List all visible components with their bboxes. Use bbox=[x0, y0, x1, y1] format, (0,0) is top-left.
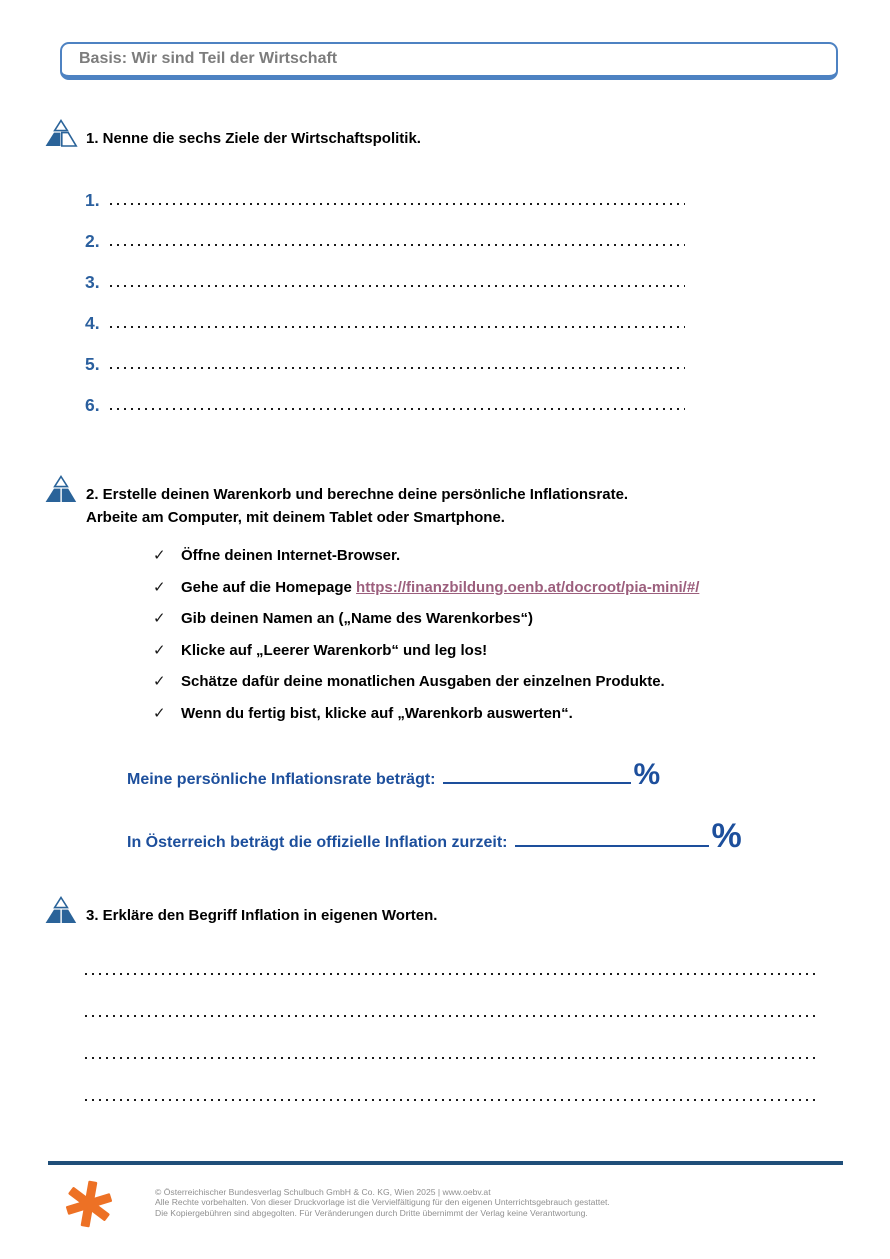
numbered-answer-line bbox=[85, 168, 685, 209]
step-text: Klicke auf „Leerer Warenkorb“ und leg los! bbox=[181, 641, 488, 659]
task-2-heading-line-1: 2. Erstelle deinen Warenkorb und berechne deine persönliche Inflationsrate. bbox=[86, 486, 629, 503]
checkmark-icon: ✓ bbox=[153, 673, 166, 690]
percent-sign: % bbox=[633, 758, 661, 791]
checkmark-icon: ✓ bbox=[153, 610, 166, 627]
line-number: 5. bbox=[85, 353, 100, 374]
step-text: Schätze dafür deine monatlichen Ausgaben der einzelnen Produkte. bbox=[181, 673, 665, 690]
checklist-item bbox=[153, 577, 813, 599]
dotted-writing-line bbox=[110, 203, 685, 205]
answer-dotted-line bbox=[85, 1059, 815, 1101]
checklist-item bbox=[153, 703, 813, 725]
line-number: 1. bbox=[85, 189, 100, 210]
dotted-writing-line bbox=[85, 1099, 815, 1101]
step-text-before-link: Gehe auf die Homepage bbox=[181, 578, 357, 596]
difficulty-pyramid-icon bbox=[44, 896, 78, 925]
task-3-heading: 3. Erkläre den Begriff Inflation in eigenen Worten. bbox=[86, 907, 438, 924]
checklist-item bbox=[153, 640, 813, 662]
answer-dotted-line bbox=[85, 975, 815, 1017]
dotted-writing-line bbox=[110, 367, 685, 369]
checkmark-icon: ✓ bbox=[153, 578, 166, 596]
official-inflation-label: In Österreich beträgt die offizielle Inflation zurzeit: bbox=[127, 834, 508, 851]
dotted-writing-line bbox=[85, 1057, 815, 1059]
footer-fees-line: Die Kopiergebühren sind abgegolten. Für Veränderungen durch Dritte übernimmt der Verlag keine Verantwortung. bbox=[155, 1207, 588, 1218]
step-text bbox=[181, 577, 699, 599]
footer-copyright-line: © Österreichischer Bundesverlag Schulbuch GmbH & Co. KG, Wien 2025 | www.oebv.at bbox=[155, 1187, 491, 1197]
numbered-answer-line bbox=[85, 332, 685, 373]
personal-inflation-blank bbox=[443, 779, 631, 784]
checklist-item bbox=[153, 608, 813, 630]
homepage-link[interactable]: https://finanzbildung.oenb.at/docroot/pia-mini/#/ bbox=[356, 578, 700, 596]
footer-imprint bbox=[155, 1187, 715, 1218]
line-number: 3. bbox=[85, 271, 100, 292]
numbered-answer-line bbox=[85, 250, 685, 291]
dotted-writing-line bbox=[85, 1015, 815, 1017]
task-2-heading-line-2: Arbeite am Computer, mit deinem Tablet oder Smartphone. bbox=[86, 509, 505, 526]
dotted-writing-line bbox=[110, 244, 685, 246]
footer-divider bbox=[48, 1161, 843, 1165]
difficulty-pyramid-icon bbox=[44, 475, 78, 504]
official-inflation-result-line bbox=[127, 817, 742, 855]
personal-inflation-label: Meine persönliche Inflationsrate beträgt: bbox=[127, 771, 436, 788]
task-2-step-list bbox=[153, 545, 813, 734]
task-2-heading bbox=[86, 483, 806, 529]
dotted-writing-line bbox=[110, 285, 685, 287]
step-text: Öffne deinen Internet-Browser. bbox=[181, 547, 401, 564]
numbered-answer-line bbox=[85, 291, 685, 332]
step-text: Gib deinen Namen an („Name des Warenkorbes“) bbox=[181, 610, 534, 627]
checkmark-icon: ✓ bbox=[153, 641, 166, 659]
answer-dotted-line bbox=[85, 1017, 815, 1059]
personal-inflation-result-line bbox=[127, 758, 661, 791]
task-1-heading: 1. Nenne die sechs Ziele der Wirtschaftspolitik. bbox=[86, 130, 421, 147]
dotted-writing-line bbox=[110, 408, 685, 410]
line-number: 2. bbox=[85, 230, 100, 251]
numbered-answer-line bbox=[85, 373, 685, 414]
line-number: 4. bbox=[85, 312, 100, 333]
dotted-writing-line bbox=[85, 973, 815, 975]
step-text: Wenn du fertig bist, klicke auf „Warenkorb auswerten“. bbox=[181, 704, 573, 722]
unit-title: Basis: Wir sind Teil der Wirtschaft bbox=[79, 49, 338, 67]
percent-sign: % bbox=[711, 817, 742, 855]
oebv-logo-icon bbox=[60, 1175, 118, 1233]
dotted-writing-line bbox=[110, 326, 685, 328]
answer-dotted-line bbox=[85, 933, 815, 975]
checkmark-icon: ✓ bbox=[153, 547, 166, 564]
numbered-answer-line bbox=[85, 209, 685, 250]
checklist-item bbox=[153, 545, 813, 567]
footer-rights-line: Alle Rechte vorbehalten. Von dieser Druckvorlage ist die Vervielfältigung für den eigenen Unterrichtsgebrauch gestattet. bbox=[155, 1197, 610, 1208]
line-number: 6. bbox=[85, 394, 100, 415]
official-inflation-blank bbox=[515, 842, 709, 847]
checkmark-icon: ✓ bbox=[153, 704, 166, 722]
checklist-item bbox=[153, 671, 813, 693]
task-3-answer-lines bbox=[85, 933, 815, 1101]
unit-title-box bbox=[60, 42, 838, 80]
difficulty-pyramid-icon bbox=[44, 119, 78, 148]
task-1-answer-lines bbox=[85, 168, 685, 414]
